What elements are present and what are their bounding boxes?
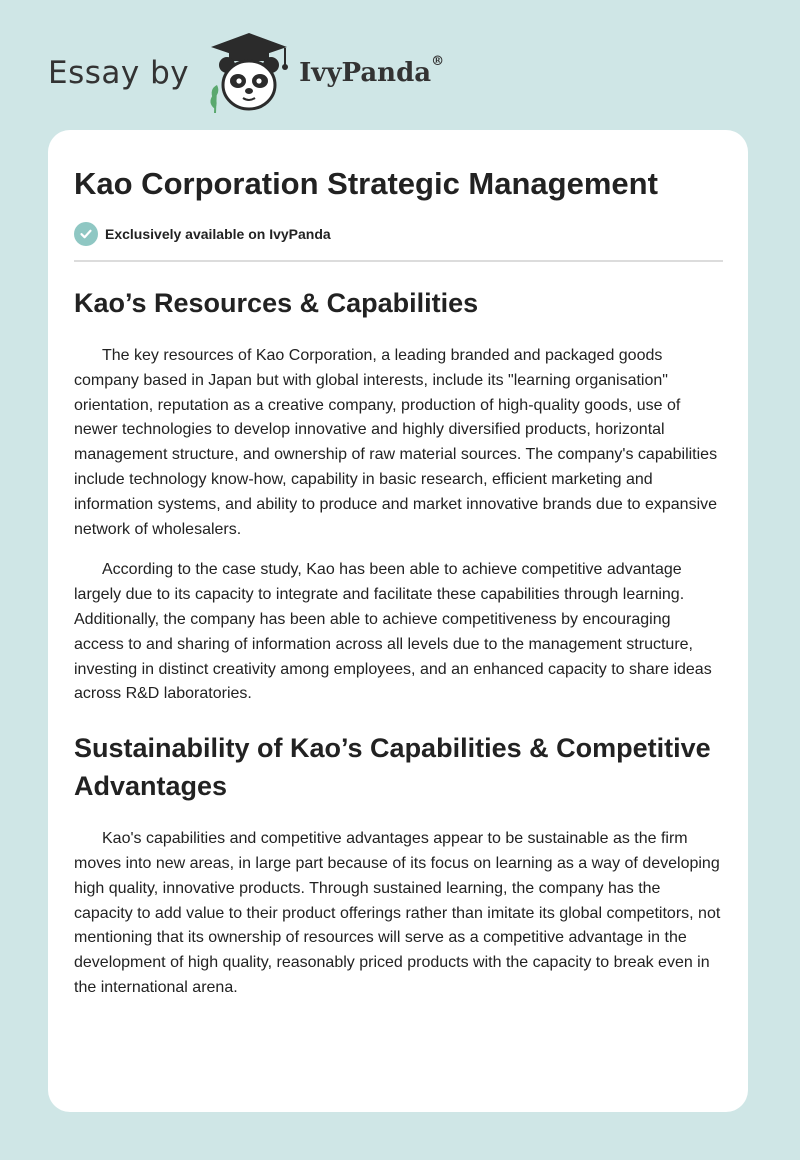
paragraph: Kao's capabilities and competitive advantages appear to be sustainable as the firm moves into new areas, in large part because of its focus on learning as a way of developing high quality, innovative products. Through sustained learning, the company has the capacity to add value to their product offerings rather than imitate its global competitors, not mentioning that its ownership of resources will serve as a competitive advantage in the development of high quality, reasonably priced products with the capacity to break even in the international arena. xyxy=(74,830,721,996)
checkmark-circle-icon xyxy=(74,222,98,246)
brand-name-text: IvyPanda xyxy=(299,58,432,88)
brand-header xyxy=(48,28,444,118)
registered-mark: ® xyxy=(431,54,445,69)
title-divider xyxy=(74,260,723,262)
exclusive-badge-text: Exclusively available on IvyPanda xyxy=(105,226,331,242)
exclusive-badge xyxy=(74,222,723,246)
essay-card xyxy=(48,130,748,1112)
section-heading-sustainability: Sustainability of Kao’s Capabilities & Competitive Advantages xyxy=(74,733,711,802)
panda-logo-icon[interactable] xyxy=(203,27,295,119)
section-heading-resources: Kao’s Resources & Capabilities xyxy=(74,288,479,318)
essay-content xyxy=(74,130,723,1001)
brand-name xyxy=(299,54,445,88)
page-title: Kao Corporation Strategic Management xyxy=(74,166,658,201)
paragraph: According to the case study, Kao has been able to achieve competitive advantage largely due to its capacity to integrate and facilitate these capabilities through learning. Additionally, the company has been able to achieve competitiveness by encouraging access to and sharing of information across all levels due to the management structure, investing in distinct creativity among employees, and an enhanced capacity to share ideas across R&D laboratories. xyxy=(74,561,712,703)
essay-by-label: Essay by xyxy=(48,55,190,91)
paragraph: The key resources of Kao Corporation, a leading branded and packaged goods company based in Japan but with global interests, include its "learning organisation" orientation, reputation as a creative company, production of high-quality goods, use of newer technologies to develop innovative and highly diversified products, horizontal management structure, and ownership of raw material sources. The company's capabilities include technology know-how, capability in basic research, efficient marketing and information systems, and ability to produce and market innovative brands due to expansive network of wholesalers. xyxy=(74,347,718,538)
